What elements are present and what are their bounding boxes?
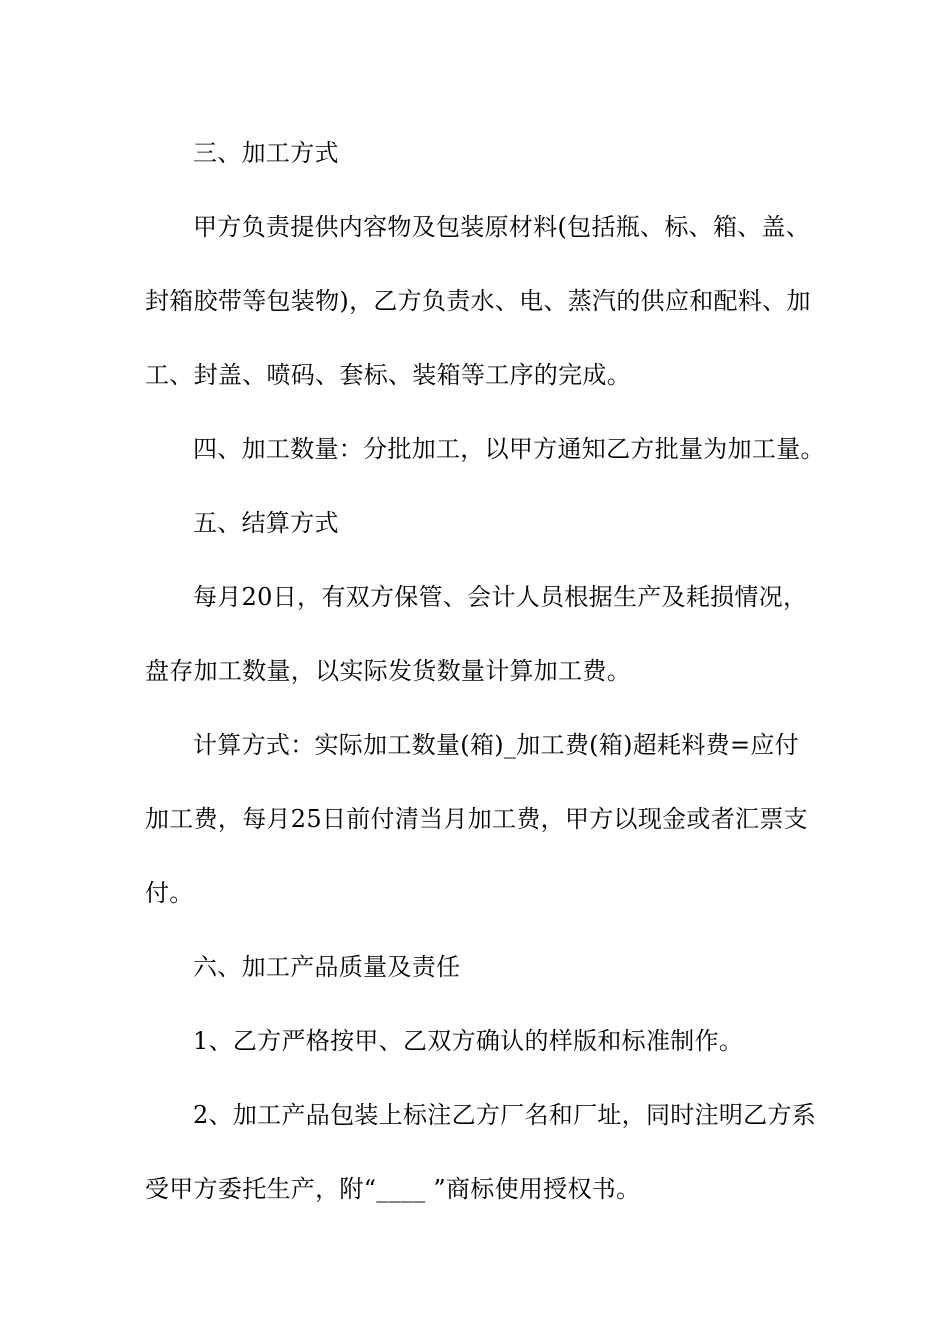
paragraph-line: 受甲方委托生产，附“____ ”商标使用授权书。	[145, 1175, 641, 1203]
paragraph-line: 付。	[145, 879, 194, 907]
paragraph-line: 盘存加工数量，以实际发货数量计算加工费。	[145, 657, 631, 685]
paragraph-line: 每月20日，有双方保管、会计人员根据生产及耗损情况，	[193, 583, 808, 611]
section-heading-settlement-method: 五、结算方式	[193, 509, 339, 537]
paragraph-line: 加工费，每月25日前付清当月加工费，甲方以现金或者汇票支	[145, 805, 808, 833]
list-item: 1、乙方严格按甲、乙双方确认的样版和标准制作。	[193, 1027, 744, 1055]
paragraph-line: 封箱胶带等包装物)，乙方负责水、电、蒸汽的供应和配料、加	[145, 287, 811, 315]
section-heading-processing-quantity: 四、加工数量：分批加工，以甲方通知乙方批量为加工量。	[193, 435, 825, 463]
section-heading-processing-method: 三、加工方式	[193, 139, 339, 167]
paragraph-line: 计算方式：实际加工数量(箱)_加工费(箱)超耗料费=应付	[193, 731, 799, 759]
section-heading-quality-responsibility: 六、加工产品质量及责任	[193, 953, 461, 981]
paragraph-line: 工、封盖、喷码、套标、装箱等工序的完成。	[145, 361, 631, 389]
list-item: 2、加工产品包装上标注乙方厂名和厂址，同时注明乙方系	[193, 1101, 817, 1129]
paragraph-line: 甲方负责提供内容物及包装原材料(包括瓶、标、箱、盖、	[193, 213, 811, 241]
